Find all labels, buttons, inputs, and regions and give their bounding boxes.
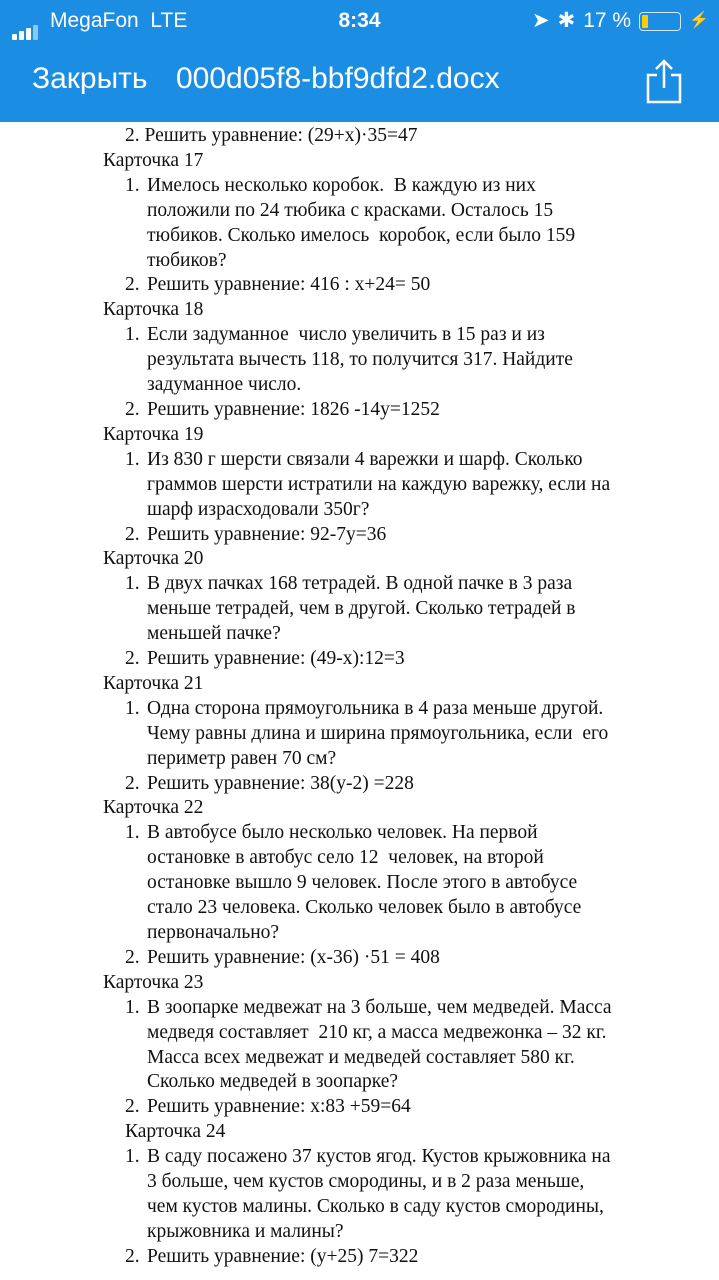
item-text	[147, 398, 440, 423]
card-heading: Карточка 22	[103, 797, 204, 819]
text-line: меньшей пачке?	[147, 623, 281, 645]
text-line: положили по 24 тюбика с красками. Осталось 15	[147, 199, 554, 221]
item-number: 1.	[125, 573, 140, 595]
carrier: MegaFon	[50, 9, 139, 32]
text-line: тюбиков?	[147, 249, 227, 271]
text-line: Масса всех медвежат и медведей составляет 580 кг.	[147, 1046, 575, 1068]
list-item	[103, 996, 719, 1096]
item-text	[147, 647, 405, 672]
list-item	[125, 1145, 719, 1245]
text-line: крыжовника и малины?	[147, 1220, 344, 1242]
item-number: 2.	[125, 1245, 140, 1267]
text-line: Имелось несколько коробок. В каждую из них	[147, 174, 536, 196]
list-item	[103, 1095, 719, 1120]
item-text	[147, 174, 575, 274]
text-line: тюбиков. Сколько имелось коробок, если было 159	[147, 224, 576, 246]
text-line: Решить уравнение: (х-36) ·51 = 408	[147, 946, 440, 968]
text-line: Одна сторона прямоугольника в 4 раза меньше другой.	[147, 697, 604, 719]
text-line: 3 больше, чем кустов смородины, и в 2 раза меньше,	[147, 1171, 585, 1193]
share-icon[interactable]	[645, 58, 683, 104]
app-header	[0, 0, 719, 122]
text-line: остановке в автобус село 12 человек, на второй	[147, 847, 544, 869]
text-line: результата вычесть 118, то получится 317. Найдите	[147, 349, 573, 371]
card	[0, 1120, 719, 1269]
list-item	[103, 697, 719, 772]
item-number: 2.	[125, 523, 140, 545]
card	[0, 796, 719, 970]
list-item	[103, 821, 719, 946]
battery-icon	[639, 12, 681, 31]
item-text	[147, 946, 440, 971]
card-heading: Карточка 21	[103, 672, 204, 694]
item-text	[147, 1145, 611, 1245]
text-line: остановке вышло 9 человек. После этого в автобусе	[147, 872, 578, 894]
text-line: Если задуманное число увеличить в 15 раз и из	[147, 324, 545, 346]
item-text	[147, 1095, 411, 1120]
status-right	[532, 8, 709, 34]
list-item	[103, 772, 719, 797]
card	[0, 547, 719, 672]
list-item	[103, 448, 719, 523]
list-item	[103, 323, 719, 398]
text-line: меньше тетрадей, чем в другой. Сколько тетрадей в	[147, 598, 576, 620]
item-text	[147, 448, 610, 523]
card	[0, 423, 719, 548]
text-line: шарф израсходовали 350г?	[147, 498, 370, 520]
document-body	[0, 124, 719, 1270]
card-heading: Карточка 23	[103, 971, 204, 993]
item-number: 1.	[125, 1146, 140, 1168]
item-text	[147, 572, 576, 647]
item-number: 1.	[125, 448, 140, 470]
card	[0, 149, 719, 298]
item-text	[147, 697, 608, 772]
text-line: стало 23 человека. Сколько человек было в автобусе	[147, 897, 582, 919]
item-number: 1.	[125, 697, 140, 719]
item-number: 2.	[125, 772, 140, 794]
card-heading: Карточка 24	[125, 1121, 226, 1143]
list-item	[103, 647, 719, 672]
document-title: 000d05f8-bbf9dfd2.docx	[176, 62, 500, 95]
item-text	[147, 323, 573, 398]
bluetooth-icon: ✱	[557, 9, 576, 32]
item-number: 2.	[125, 398, 140, 420]
text-line: В саду посажено 37 кустов ягод. Кустов крыжовника на	[147, 1146, 611, 1168]
text-line: В двух пачках 168 тетрадей. В одной пачке в 3 раза	[147, 573, 573, 595]
list-item	[103, 174, 719, 274]
text-line: В зоопарке медвежат на 3 больше, чем медведей. Масса	[147, 996, 612, 1018]
text-line: граммов шерсти истратили на каждую варежку, если на	[147, 473, 611, 495]
card-heading: Карточка 17	[103, 149, 204, 171]
card	[0, 298, 719, 423]
item-text	[147, 996, 612, 1096]
prev-line	[0, 124, 719, 149]
text-line: Решить уравнение: (49-х):12=3	[147, 648, 405, 670]
text-line: периметр равен 70 см?	[147, 747, 337, 769]
list-item	[103, 398, 719, 423]
card-heading: Карточка 19	[103, 423, 204, 445]
text-line: задуманное число.	[147, 374, 302, 396]
text-line: В автобусе было несколько человек. На первой	[147, 822, 538, 844]
list-item	[125, 1245, 719, 1270]
item-number: 2.	[125, 648, 140, 670]
prev-equation: 2. Решить уравнение: (29+x)·35=47	[125, 125, 418, 146]
text-line: Из 830 г шерсти связали 4 варежки и шарф. Сколько	[147, 448, 583, 470]
item-number: 1.	[125, 996, 140, 1018]
item-number: 1.	[125, 822, 140, 844]
text-line: первоначально?	[147, 922, 280, 943]
card-heading: Карточка 18	[103, 299, 204, 321]
item-number: 1.	[125, 324, 140, 346]
location-icon: ➤	[531, 9, 550, 32]
list-item	[103, 523, 719, 548]
item-number: 2.	[125, 1096, 140, 1118]
card	[0, 672, 719, 797]
item-text	[147, 1245, 418, 1270]
item-text	[147, 821, 581, 946]
card-heading: Карточка 20	[103, 548, 204, 570]
network-type: LTE	[150, 9, 188, 32]
text-line: Решить уравнение: 1826 -14у=1252	[147, 398, 440, 420]
list-item	[103, 946, 719, 971]
text-line: Решить уравнение: 416 : х+24= 50	[147, 274, 431, 296]
close-button[interactable]: Закрыть	[32, 62, 148, 95]
text-line: Сколько медведей в зоопарке?	[147, 1071, 399, 1093]
item-number: 2.	[125, 274, 140, 296]
item-text	[147, 772, 414, 797]
text-line: Решить уравнение: х:83 +59=64	[147, 1096, 411, 1118]
text-line: Решить уравнение: 38(у-2) =228	[147, 772, 414, 794]
card	[0, 971, 719, 1120]
text-line: Чему равны длина и ширина прямоугольника, если его	[147, 722, 609, 744]
clock: 8:34	[338, 9, 381, 32]
item-number: 2.	[125, 946, 140, 968]
item-text	[147, 273, 430, 298]
text-line: чем кустов малины. Сколько в саду кустов смородины,	[147, 1195, 604, 1217]
text-line: медведя составляет 210 кг, а масса медвежонка – 32 кг.	[147, 1021, 607, 1043]
list-item	[103, 273, 719, 298]
text-line: Решить уравнение: (у+25) 7=322	[147, 1245, 419, 1267]
text-line: Решить уравнение: 92-7у=36	[147, 523, 387, 545]
list-item	[103, 572, 719, 647]
battery-percent: 17 %	[583, 9, 632, 32]
item-number: 1.	[125, 174, 140, 196]
item-text	[147, 523, 386, 548]
charging-icon: ⚡	[689, 12, 709, 29]
